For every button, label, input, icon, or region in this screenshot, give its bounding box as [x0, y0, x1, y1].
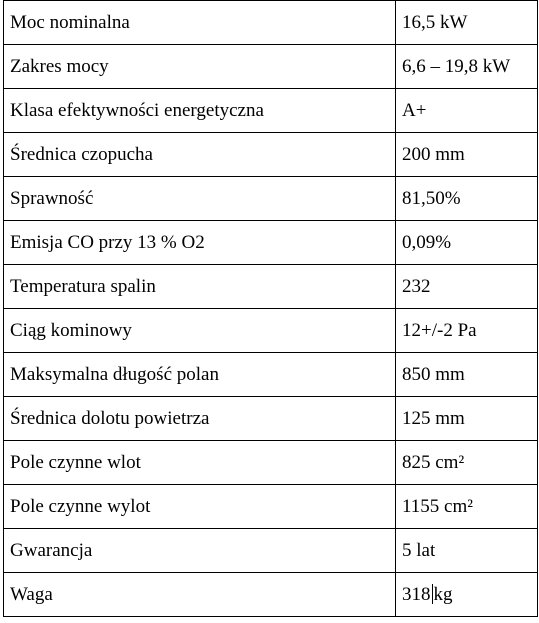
- table-row: [4, 89, 538, 133]
- param-cell[interactable]: Pole czynne wlot: [4, 441, 396, 485]
- param-cell[interactable]: Maksymalna długość polan: [4, 353, 396, 397]
- value-cell[interactable]: A+: [396, 89, 538, 133]
- param-cell[interactable]: Moc nominalna: [4, 1, 396, 45]
- value-text-before-caret: 318: [402, 584, 431, 605]
- table-row: [4, 221, 538, 265]
- param-cell[interactable]: Średnica czopucha: [4, 133, 396, 177]
- table-row: [4, 529, 538, 573]
- table-row: [4, 485, 538, 529]
- param-cell[interactable]: Średnica dolotu powietrza: [4, 397, 396, 441]
- table-row: [4, 45, 538, 89]
- param-cell[interactable]: Pole czynne wylot: [4, 485, 396, 529]
- specification-table: [3, 0, 538, 617]
- param-cell[interactable]: Sprawność: [4, 177, 396, 221]
- table-row: [4, 441, 538, 485]
- value-cell[interactable]: 0,09%: [396, 221, 538, 265]
- table-row: [4, 353, 538, 397]
- table-row: [4, 133, 538, 177]
- value-cell[interactable]: 125 mm: [396, 397, 538, 441]
- text-cursor: [432, 584, 433, 604]
- value-cell[interactable]: 12+/-2 Pa: [396, 309, 538, 353]
- table-row: [4, 309, 538, 353]
- value-cell[interactable]: 200 mm: [396, 133, 538, 177]
- param-cell[interactable]: Ciąg kominowy: [4, 309, 396, 353]
- table-row: [4, 177, 538, 221]
- table-row: [4, 397, 538, 441]
- table-row: [4, 265, 538, 309]
- value-cell[interactable]: 1155 cm²: [396, 485, 538, 529]
- value-cell[interactable]: 825 cm²: [396, 441, 538, 485]
- table-row: [4, 1, 538, 45]
- value-cell[interactable]: 6,6 – 19,8 kW: [396, 45, 538, 89]
- value-cell[interactable]: 232: [396, 265, 538, 309]
- param-cell[interactable]: Zakres mocy: [4, 45, 396, 89]
- value-cell[interactable]: [396, 573, 538, 617]
- param-cell[interactable]: Gwarancja: [4, 529, 396, 573]
- param-cell[interactable]: Klasa efektywności energetyczna: [4, 89, 396, 133]
- table-row: [4, 573, 538, 617]
- param-cell[interactable]: Emisja CO przy 13 % O2: [4, 221, 396, 265]
- value-cell[interactable]: 81,50%: [396, 177, 538, 221]
- param-cell[interactable]: Temperatura spalin: [4, 265, 396, 309]
- value-text-after-caret: kg: [433, 584, 453, 605]
- param-cell[interactable]: Waga: [4, 573, 396, 617]
- value-cell[interactable]: 850 mm: [396, 353, 538, 397]
- value-cell[interactable]: 16,5 kW: [396, 1, 538, 45]
- value-cell[interactable]: 5 lat: [396, 529, 538, 573]
